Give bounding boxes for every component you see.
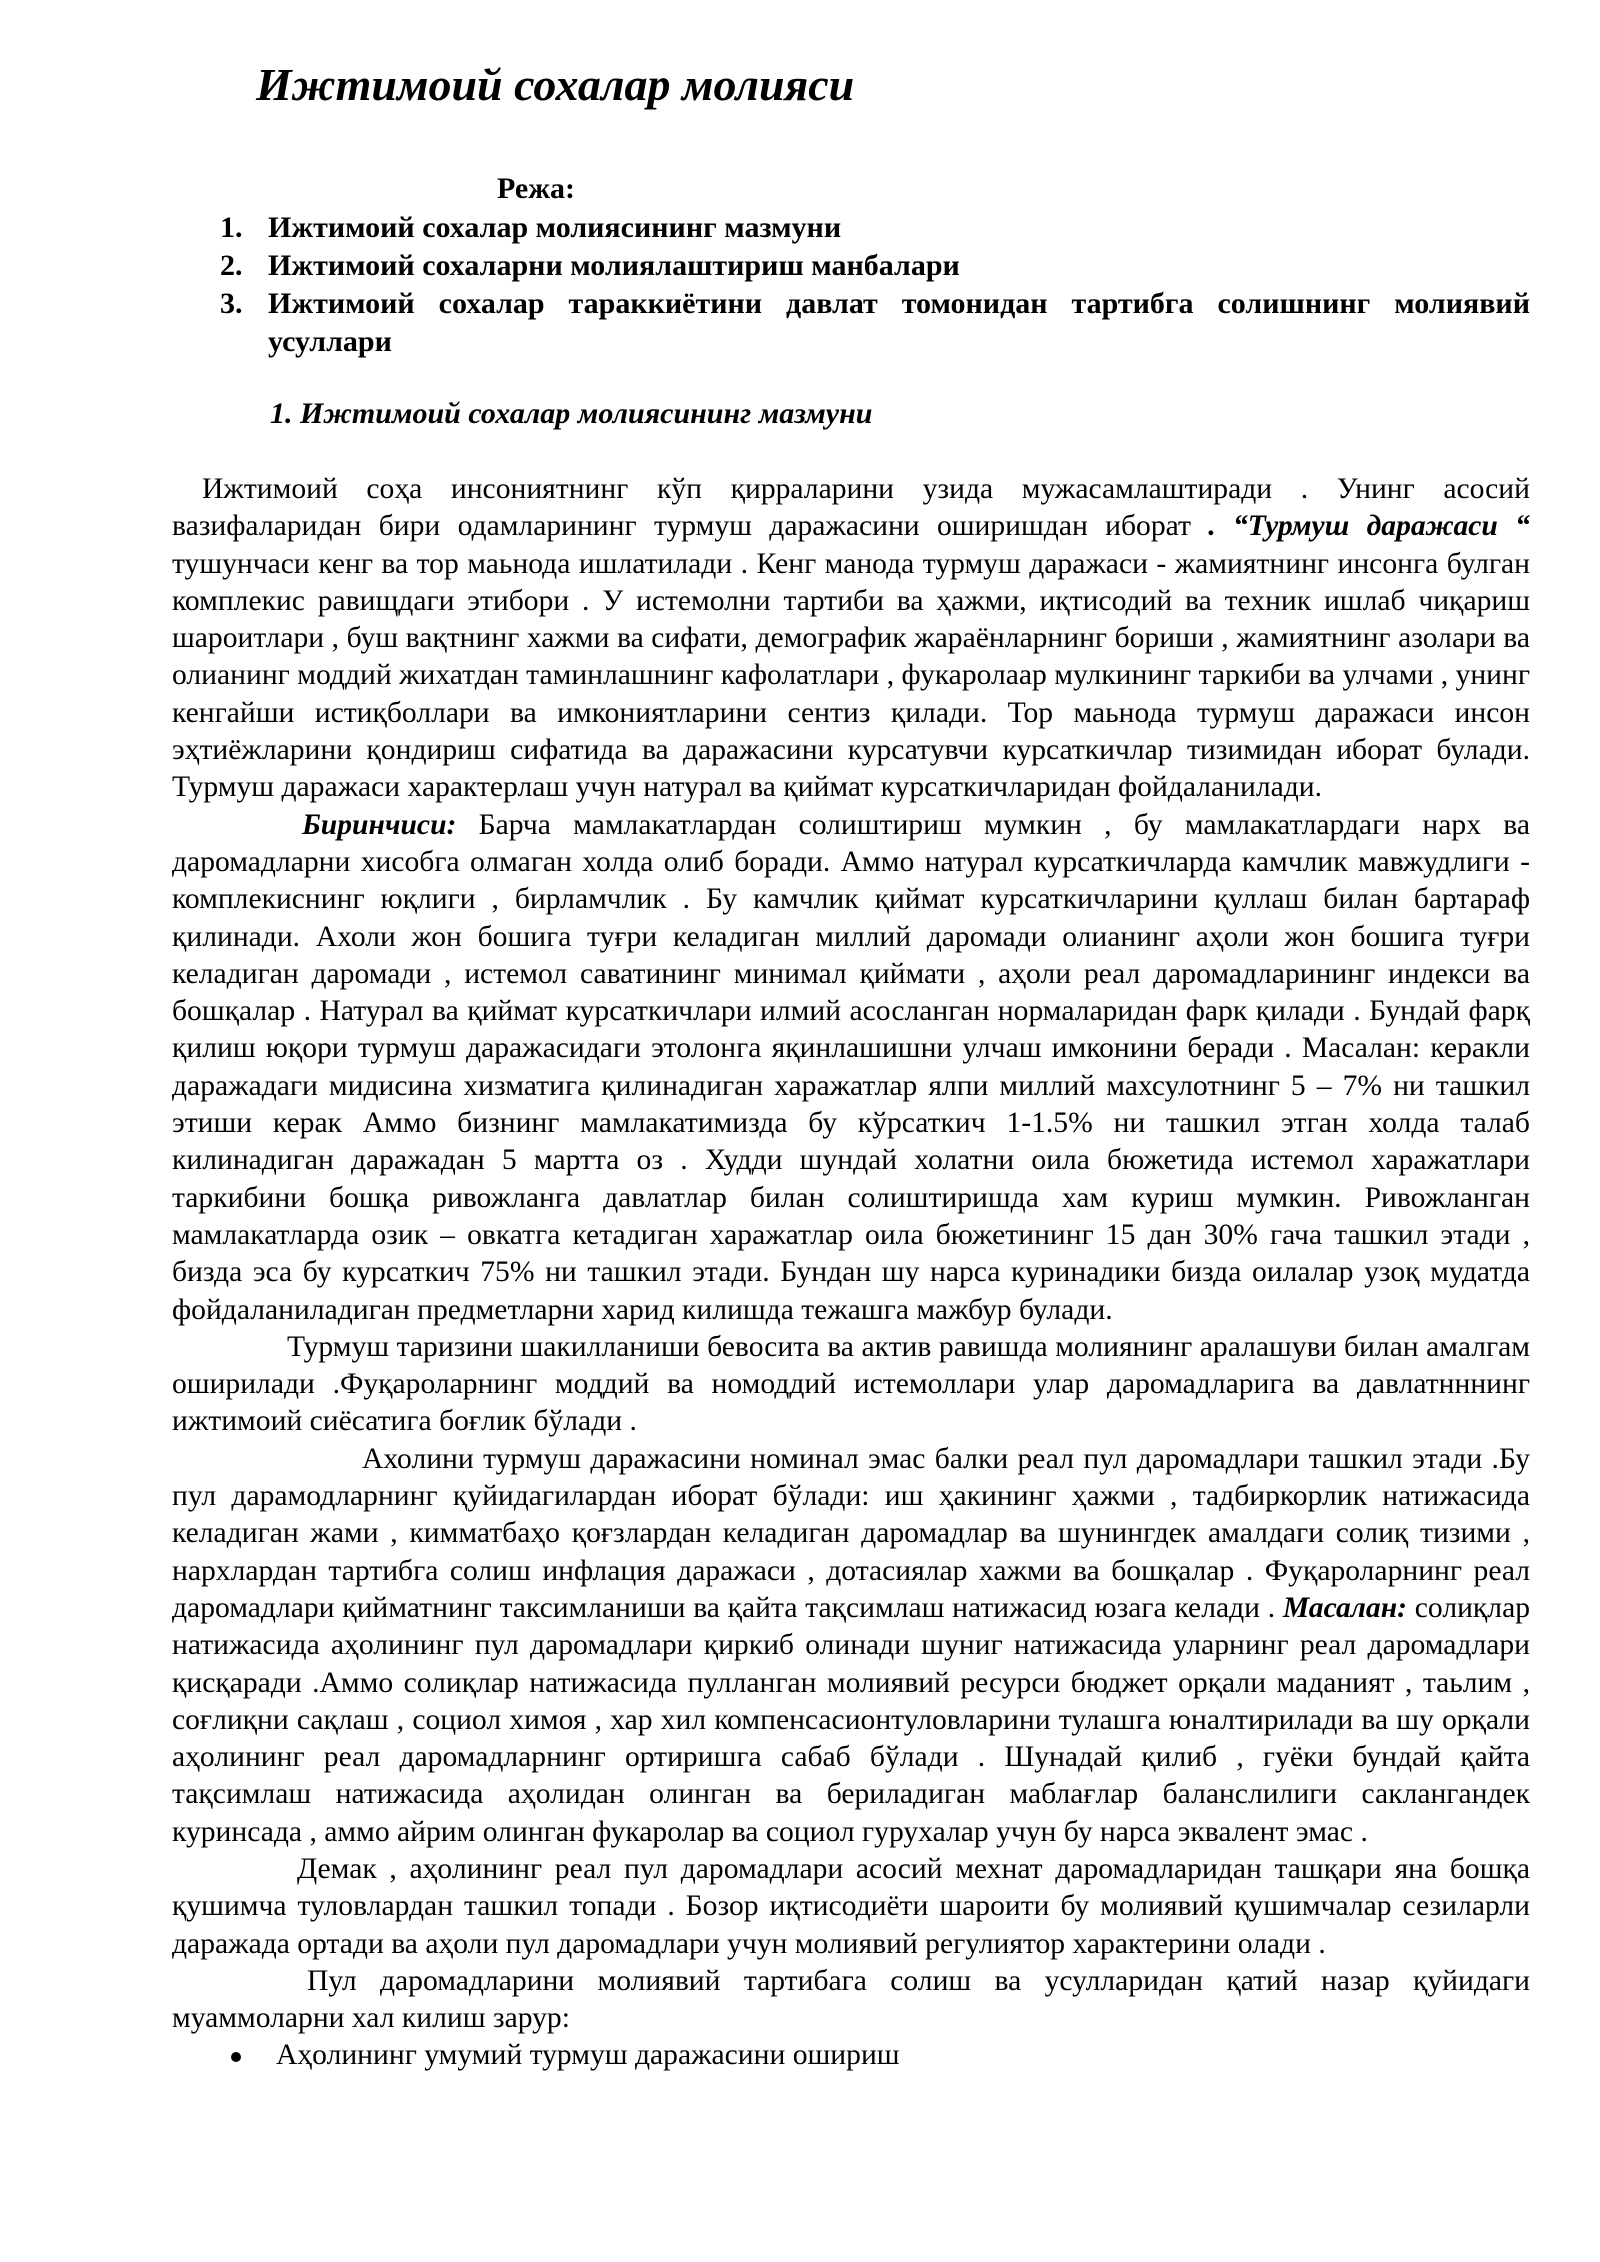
plan-item-number: 3. bbox=[220, 287, 243, 320]
section-heading: 1. Ижтимоий сохалар молиясининг мазмуни bbox=[270, 397, 873, 430]
plan-item-text: Ижтимоий сохалар тараккиётини давлат томонидан тартибга солишнинг молиявий усуллари bbox=[268, 287, 1530, 358]
bullet-icon bbox=[231, 2052, 241, 2062]
paragraph-text: солиқлар натижасида аҳолининг пул даромадлари қиркиб олинади шуниг натижасида уларнинг реал даромадлари қисқаради .Аммо солиқлар натижасида пулланган молиявий ресурси бюджет орқали маданият , таьлим , соғлиқни сақлаш , социол химоя , хар хил компенсасионтуловларини тулашга юналтирилади ва шу орқали аҳолининг реал даромадларнинг ортиришга сабаб бўлади . Шунадай қилиб , гуёки бундай қайта тақсимлаш натижасида аҳолидан олинган ва бериладиган маблағлар баланслилиги саклангандек куринсада , аммо айрим олинган фукаролар ва социол гурухалар учун бу нарса эквалент эмас . bbox=[172, 1591, 1530, 1848]
paragraph-4 bbox=[172, 1441, 1530, 1851]
plan-item bbox=[220, 285, 1530, 361]
bullet-list bbox=[172, 2037, 1530, 2074]
plan-item bbox=[220, 247, 1530, 285]
paragraph-text: Ахолини турмуш даражасини номинал эмас балки реал пул даромадлари ташкил этади .Бу пул дарамодларнинг қуйидагилардан иборат бўлади: иш ҳакининг ҳажми , тадбиркорлик натижасида келадиган жами , кимматбаҳо қоғзлардан келадиган даромадлар ва шунингдек амалдаги солиқ тизими , нархлардан тартибга солиш инфлация даражаси , дотасиялар хажми ва бошқалар . Фуқароларнинг реал даромадлари қийматнинг таксимланиши ва қайта тақсимлаш натижасид юзага келади . bbox=[172, 1442, 1530, 1624]
paragraph-text: Барча мамлакатлардан солиштириш мумкин , бу мамлакатлардаги нарх ва даромадларни хисобга олмаган холда олиб боради. Аммо натурал курсаткичларда камчлик мавжудлиги - комплекиснинг юқлиги , бирламчлик . Бу камчлик қиймат курсаткичларини қуллаш билан бартараф қилинади. Ахоли жон бошига туғри келадиган миллий даромади олианинг аҳоли жон бошига туғри келадиган даромади , истемол саватининг минимал қиймати , аҳоли реал даромадларининг индекси ва бошқалар . Натурал ва қиймат курсаткичлари илмий асосланган нормаларидан фарк қилади . Бундай фарқ қилиш юқори турмуш даражасидаги этолонга яқинлашишни улчаш имконини беради . Масалан: керакли даражадаги мидисина хизматига қилинадиган харажатлар ялпи миллий махсулотнинг 5 – 7% ни ташкил этиши керак Аммо бизнинг мамлакатимизда бу кўрсаткич 1-1.5% ни ташкил этган холда талаб килинадиган даражадан 5 мартта оз . Худди шундай холатни оила бюжетида истемол харажатлари таркибини бошқа ривожланга давлатлар билан солиштиришда хам куриш мумкин. Ривожланган мамлакатларда озик – овкатга кетадиган харажатлар оила бюжетининг 15 дан 30% гача ташкил этади , бизда эса бу курсаткич 75% ни ташкил этади. Бундан шу нарса куринадики бизда оилалар узоқ мудатда фойдаланиладиган предметларни харид килишда тежашга мажбур булади. bbox=[172, 808, 1530, 1326]
paragraph-3: Турмуш таризини шакилланиши бевосита ва актив равишда молиянинг аралашуви билан амалгам оширилади .Фуқароларнинг моддий ва номоддий истемоллари улар даромадларига ва давлатнннинг ижтимоий сиёсатига боғлик бўлади . bbox=[172, 1330, 1530, 1438]
paragraph-5: Демак , аҳолининг реал пул даромадлари асосий мехнат даромадларидан ташқари яна бошқа қушимча туловлардан ташкил топади . Бозор иқтисодиёти шароити бу молиявий қушимчалар сезиларли даражада ортади ва аҳоли пул даромадлари учун молиявий регулиятор характерини олади . bbox=[172, 1852, 1530, 1960]
paragraph-2 bbox=[172, 807, 1530, 1329]
plan-item-text: Ижтимоий сохалар молиясининг мазмуни bbox=[268, 211, 842, 244]
plan-item bbox=[220, 209, 1530, 247]
emphasis-text: Биринчиси: bbox=[302, 808, 457, 841]
paragraph-6: Пул даромадларини молиявий тартибага солиш ва усулларидан қатий назар қуйидаги муаммоларни хал килиш зарур: bbox=[172, 1964, 1530, 2035]
paragraph-text: Ижтимоий соҳа инсониятнинг кўп қирраларини узида мужасамлаштиради . Унинг асосий вазифаларидан бири одамларининг турмуш даражасини оширишдан иборат bbox=[172, 473, 1530, 543]
plan-list bbox=[220, 209, 1530, 361]
plan-item-number: 2. bbox=[220, 249, 243, 282]
emphasis-text: Масалан: bbox=[1282, 1591, 1408, 1624]
bullet-item bbox=[172, 2037, 1530, 2074]
plan-item-number: 1. bbox=[220, 211, 243, 244]
bullet-text: Аҳолининг умумий турмуш даражасини ошириш bbox=[276, 2039, 900, 2072]
document-title: Ижтимоий сохалар молияси bbox=[256, 59, 855, 110]
emphasis-text: . “Турмуш даражаси “ bbox=[1208, 510, 1530, 543]
paragraph-text: тушунчаси кенг ва тор маьнода ишлатилади . Кенг манода турмуш даражаси - жамиятнинг инсонга булган комплекис равищдаги этибори . У истемолни тартиби ва ҳажми, иқтисодий ва техник ишлаб чиқариш шароитлари , буш вақтнинг хажми ва сифати, демографик жараёнларнинг бориши , жамиятнинг азолари ва олианинг моддий жихатдан таминлашнинг кафолатлари , фукаролаар мулкининг таркиби ва улчами , унинг кенгайши истиқболлари ва имкониятларини сентиз қилади. Тор маьнода турмуш даражаси инсон эҳтиёжларини қондириш сифатида ва даражасини курсатувчи курсаткичлар тизимидан иборат булади. Турмуш даражаси характерлаш учун натурал ва қиймат курсаткичларидан фойдаланилади. bbox=[172, 547, 1530, 804]
plan-heading: Режа: bbox=[497, 172, 575, 205]
paragraph-1 bbox=[172, 471, 1530, 807]
body-text bbox=[172, 471, 1530, 2075]
plan-item-text: Ижтимоий сохаларни молиялаштириш манбалари bbox=[268, 249, 960, 282]
